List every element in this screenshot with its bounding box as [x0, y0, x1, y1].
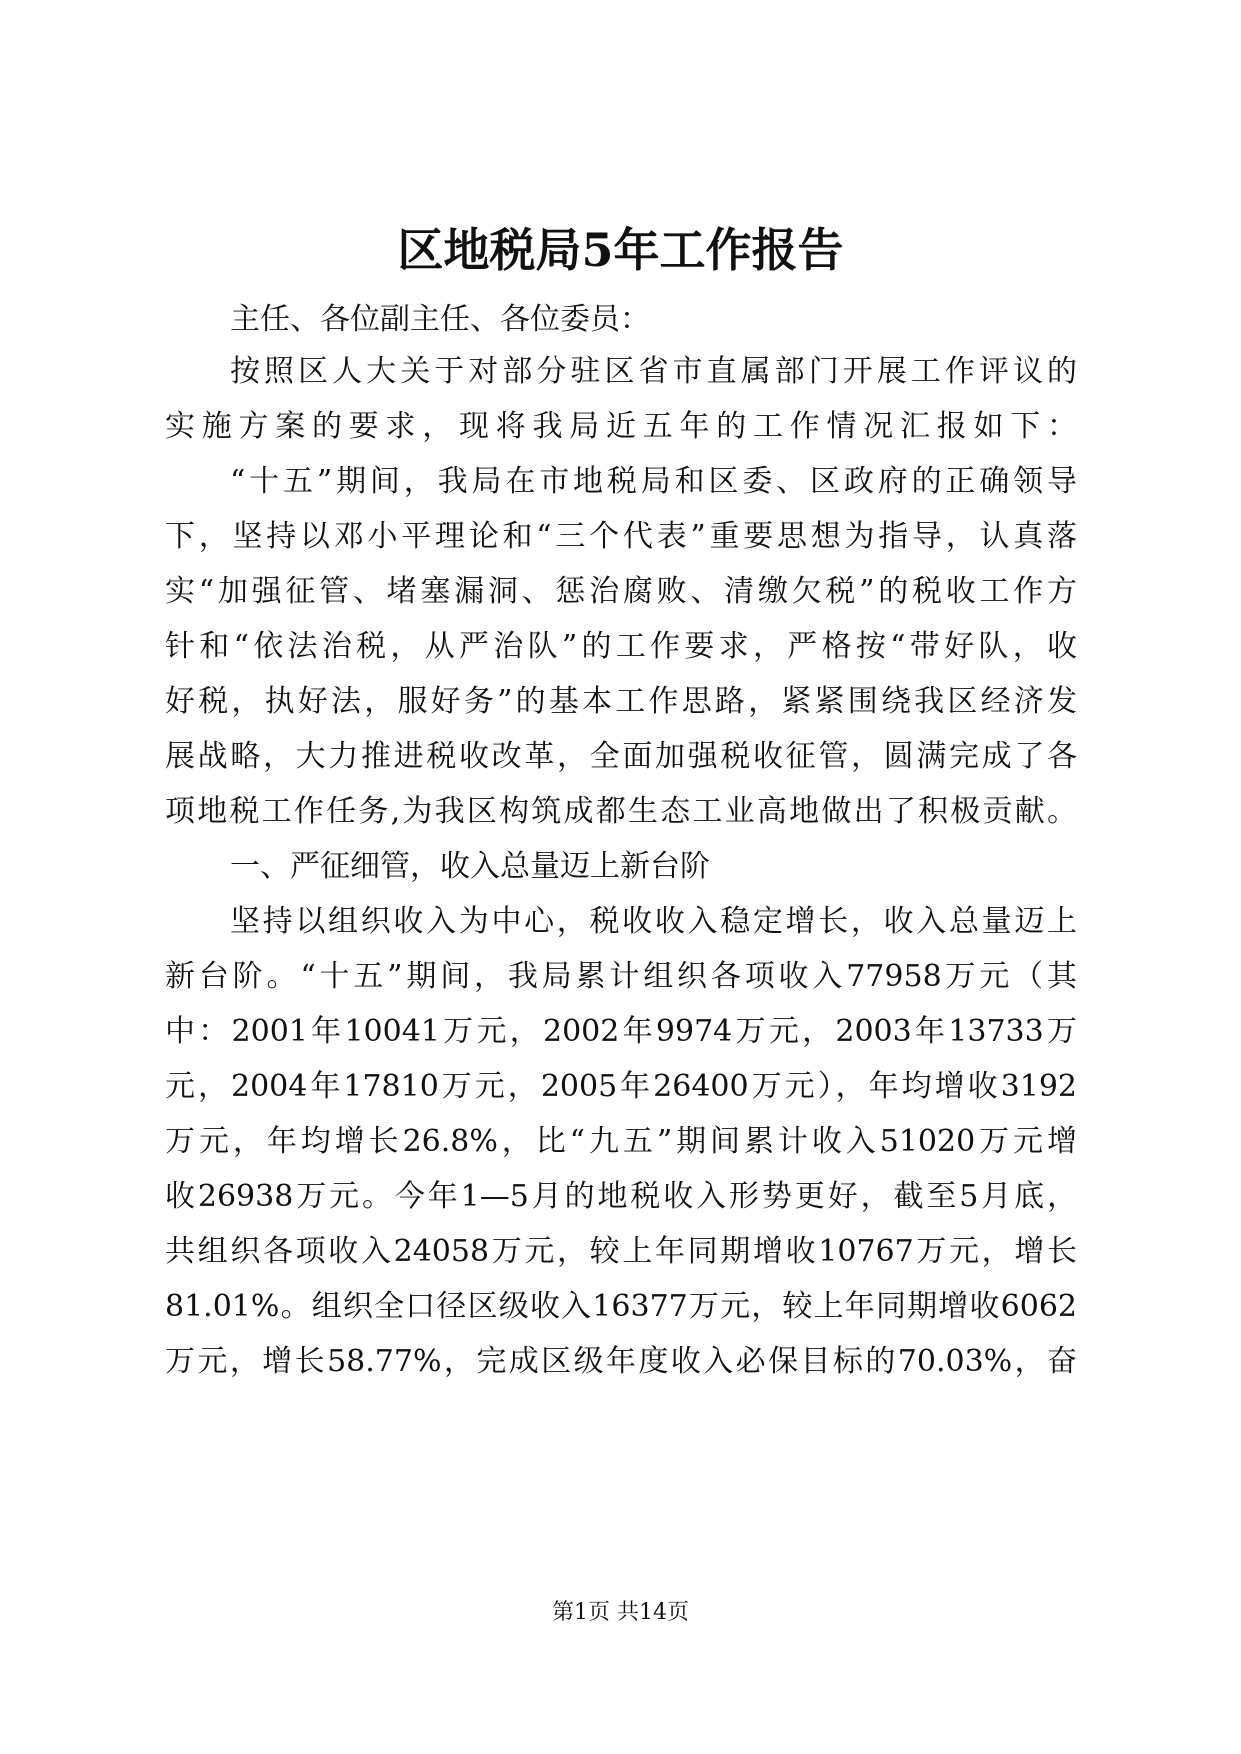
body-line: 万元，增长58.77%，完成区级年度收入必保目标的70.03%，奋: [165, 1344, 1077, 1379]
body-line: 实“加强征管、堵塞漏洞、惩治腐败、清缴欠税”的税收工作方: [165, 574, 1077, 609]
body-line: 针和“依法治税，从严治队”的工作要求，严格按“带好队，收: [165, 629, 1077, 664]
body-line: 收26938万元。今年1—5月的地税收入形势更好，截至5月底，: [165, 1179, 1077, 1214]
body-line: 中：2001年10041万元，2002年9974万元，2003年13733万: [165, 1014, 1077, 1049]
body-line: 展战略，大力推进税收改革，全面加强税收征管，圆满完成了各: [165, 739, 1077, 774]
body-line: “十五”期间，我局在市地税局和区委、区政府的正确领导: [230, 464, 1077, 499]
body-line: 坚持以组织收入为中心，税收收入稳定增长，收入总量迈上: [230, 904, 1077, 939]
document-title: 区地税局5年工作报告: [397, 223, 844, 277]
page-number-footer: 第1页 共14页: [552, 1600, 689, 1625]
body-line: 下，坚持以邓小平理论和“三个代表”重要思想为指导，认真落: [165, 519, 1077, 554]
body-line: 81.01%。组织全口径区级收入16377万元，较上年同期增收6062: [165, 1289, 1077, 1324]
body-line: 好税，执好法，服好务”的基本工作思路，紧紧围绕我区经济发: [165, 684, 1077, 719]
body-line: 共组织各项收入24058万元，较上年同期增收10767万元，增长: [165, 1234, 1077, 1269]
body-line: 元，2004年17810万元，2005年26400万元），年均增收3192: [165, 1069, 1077, 1104]
section-heading: 一、严征细管，收入总量迈上新台阶: [230, 849, 710, 884]
body-line: 新台阶。“十五”期间，我局累计组织各项收入77958万元（其: [165, 959, 1077, 994]
body-line: 实施方案的要求，现将我局近五年的工作情况汇报如下：: [165, 409, 1077, 444]
body-line: 按照区人大关于对部分驻区省市直属部门开展工作评议的: [230, 354, 1077, 389]
body-line: 万元，年均增长26.8%，比“九五”期间累计收入51020万元增: [165, 1124, 1077, 1159]
body-line: 项地税工作任务,为我区构筑成都生态工业高地做出了积极贡献。: [165, 794, 1077, 829]
salutation-line: 主任、各位副主任、各位委员：: [230, 302, 650, 337]
